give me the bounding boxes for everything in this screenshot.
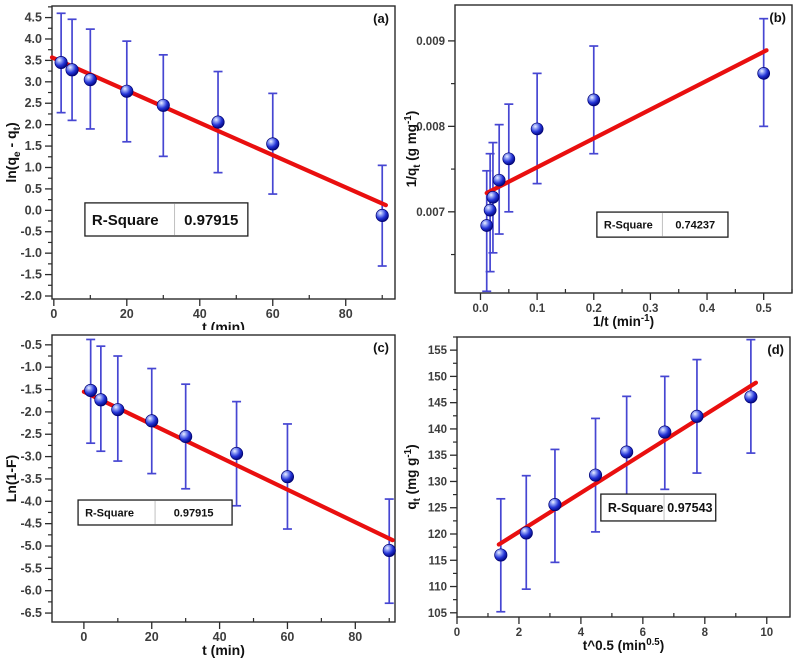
y-tick-label: 0.009 <box>416 35 445 48</box>
y-tick-label: 0.007 <box>416 206 445 219</box>
y-axis-label: Ln(1-F) <box>3 454 19 503</box>
r-square-box <box>85 203 248 236</box>
y-tick-label: -1.0 <box>20 246 42 261</box>
y-tick-label: 1.5 <box>24 139 42 154</box>
panel-letter: (a) <box>373 11 389 26</box>
y-tick-label: -2.0 <box>20 404 42 419</box>
data-point <box>659 426 671 438</box>
y-tick-label: 0.5 <box>24 181 42 196</box>
r-square-box <box>78 500 232 525</box>
x-tick-label: 20 <box>119 307 134 321</box>
y-tick-label: -6.5 <box>20 606 42 621</box>
data-point <box>549 498 561 510</box>
data-point <box>487 191 499 203</box>
x-tick-label: 40 <box>192 307 207 321</box>
data-point <box>230 447 242 459</box>
x-tick-label: 0.4 <box>699 303 716 315</box>
data-point <box>691 410 703 422</box>
x-tick-label: 40 <box>212 630 227 644</box>
panel-b-chart <box>400 0 800 330</box>
panel-letter: (d) <box>767 342 784 357</box>
r-square-label: R-Square <box>603 219 653 232</box>
y-tick-label: 3.0 <box>24 74 42 89</box>
y-tick-label: 3.5 <box>24 53 42 68</box>
data-point <box>66 64 78 76</box>
y-tick-label: 110 <box>428 581 447 594</box>
y-tick-label: -2.0 <box>20 289 42 304</box>
panel-letter: (c) <box>373 340 389 355</box>
r-square-value: 0.97543 <box>667 501 713 516</box>
y-tick-label: -2.5 <box>20 427 42 442</box>
data-point <box>84 73 96 85</box>
y-tick-label: -1.5 <box>20 267 42 282</box>
x-tick-label: 4 <box>577 627 585 639</box>
panel-letter: (b) <box>769 10 786 25</box>
data-point <box>493 174 505 186</box>
data-point <box>179 430 191 442</box>
x-axis-label: t (min) <box>202 642 245 658</box>
fit-line <box>52 57 386 205</box>
panel-a-chart <box>0 0 400 330</box>
data-point <box>745 391 757 403</box>
data-point <box>758 67 770 79</box>
y-tick-label: -6.0 <box>20 583 42 598</box>
r-square-value: 0.97915 <box>173 507 214 520</box>
y-tick-label: -3.5 <box>20 471 42 486</box>
data-point <box>121 85 133 97</box>
y-tick-label: 150 <box>427 371 447 384</box>
data-point <box>520 527 532 539</box>
y-tick-label: -0.5 <box>20 337 42 352</box>
panel-c <box>0 330 400 661</box>
data-point <box>95 394 107 406</box>
x-tick-label: 0.5 <box>755 303 772 315</box>
y-tick-label: -1.5 <box>20 382 42 397</box>
y-tick-label: 2.0 <box>24 117 42 132</box>
y-tick-label: -1.0 <box>20 360 42 375</box>
x-tick-label: 0 <box>80 630 88 644</box>
y-tick-label: -5.5 <box>20 561 42 576</box>
data-point <box>157 99 169 111</box>
plot-border <box>455 5 792 293</box>
y-tick-label: 155 <box>427 345 447 358</box>
x-tick-label: 6 <box>639 627 647 639</box>
panel-a <box>0 0 400 330</box>
r-square-label: R-Square <box>85 507 134 520</box>
y-tick-label: 0.008 <box>416 121 445 134</box>
x-tick-label: 60 <box>265 307 280 321</box>
x-tick-label: 60 <box>280 630 295 644</box>
y-tick-label: -3.0 <box>20 449 42 464</box>
y-tick-label: 140 <box>427 423 447 436</box>
fit-line <box>487 50 767 193</box>
y-tick-label: 115 <box>428 555 447 568</box>
data-point <box>484 204 496 216</box>
x-tick-label: 0.2 <box>585 303 602 315</box>
y-tick-label: 125 <box>427 502 447 515</box>
r-square-label: R-Square <box>607 501 664 516</box>
x-tick-label: 80 <box>338 307 353 321</box>
panel-b <box>400 0 800 330</box>
y-tick-label: 0.0 <box>24 203 42 218</box>
r-square-box <box>597 212 728 237</box>
r-square-value: 0.97915 <box>184 211 239 229</box>
y-axis-label: $q_t$ (mg $g^{-1}$) <box>403 444 423 510</box>
data-point <box>531 123 543 135</box>
y-tick-label: 105 <box>427 607 447 620</box>
x-tick-label: 10 <box>760 627 774 639</box>
plot-border <box>52 335 395 622</box>
data-point <box>281 471 293 483</box>
x-tick-label: 0.3 <box>642 303 659 315</box>
y-tick-label: -0.5 <box>20 224 42 239</box>
panel-c-chart <box>0 330 400 661</box>
x-tick-label: 0 <box>50 307 58 321</box>
data-point <box>588 94 600 106</box>
r-square-label: R-Square <box>91 211 159 229</box>
data-point <box>146 415 158 427</box>
data-point <box>383 544 395 556</box>
y-axis-label: $1/q_t$ (g $mg^{-1}$) <box>403 110 423 188</box>
data-point <box>620 446 632 458</box>
y-tick-label: 4.0 <box>24 31 42 46</box>
x-axis-label: t (min) <box>202 319 245 330</box>
data-point <box>481 219 493 231</box>
r-square-value: 0.74237 <box>675 219 716 232</box>
panel-d-chart <box>400 330 800 661</box>
y-tick-label: -4.5 <box>20 516 42 531</box>
y-axis-label: $\ln(q_e - q_t)$ <box>3 122 23 183</box>
x-tick-label: 8 <box>701 627 709 639</box>
r-square-box <box>601 494 716 521</box>
y-tick-label: 120 <box>427 528 447 541</box>
x-tick-label: 0.1 <box>529 303 546 315</box>
y-tick-label: 145 <box>427 397 447 410</box>
x-tick-label: 20 <box>144 630 159 644</box>
plot-border <box>457 337 790 617</box>
x-tick-label: 0 <box>453 627 461 639</box>
y-tick-label: -5.0 <box>20 539 42 554</box>
x-tick-label: 2 <box>515 627 523 639</box>
data-point <box>495 549 507 561</box>
data-point <box>212 116 224 128</box>
y-tick-label: 4.5 <box>24 10 42 25</box>
data-point <box>267 138 279 150</box>
data-point <box>112 403 124 415</box>
plot-border <box>52 6 395 299</box>
x-tick-label: 80 <box>348 630 363 644</box>
data-point <box>376 209 388 221</box>
x-axis-label: 1/t $(\min^{-1})$ <box>592 313 655 329</box>
data-point <box>55 56 67 68</box>
y-tick-label: 130 <box>427 476 447 489</box>
x-tick-label: 0.0 <box>472 303 489 315</box>
data-point <box>503 153 515 165</box>
y-tick-label: 135 <box>427 450 447 463</box>
x-axis-label: t^0.5 $(\min^{0.5})$ <box>582 637 665 653</box>
data-point <box>84 384 96 396</box>
y-tick-label: 1.0 <box>24 160 42 175</box>
y-tick-label: 2.5 <box>24 96 42 111</box>
y-tick-label: -4.0 <box>20 494 42 509</box>
data-point <box>589 469 601 481</box>
panel-d <box>400 330 800 661</box>
